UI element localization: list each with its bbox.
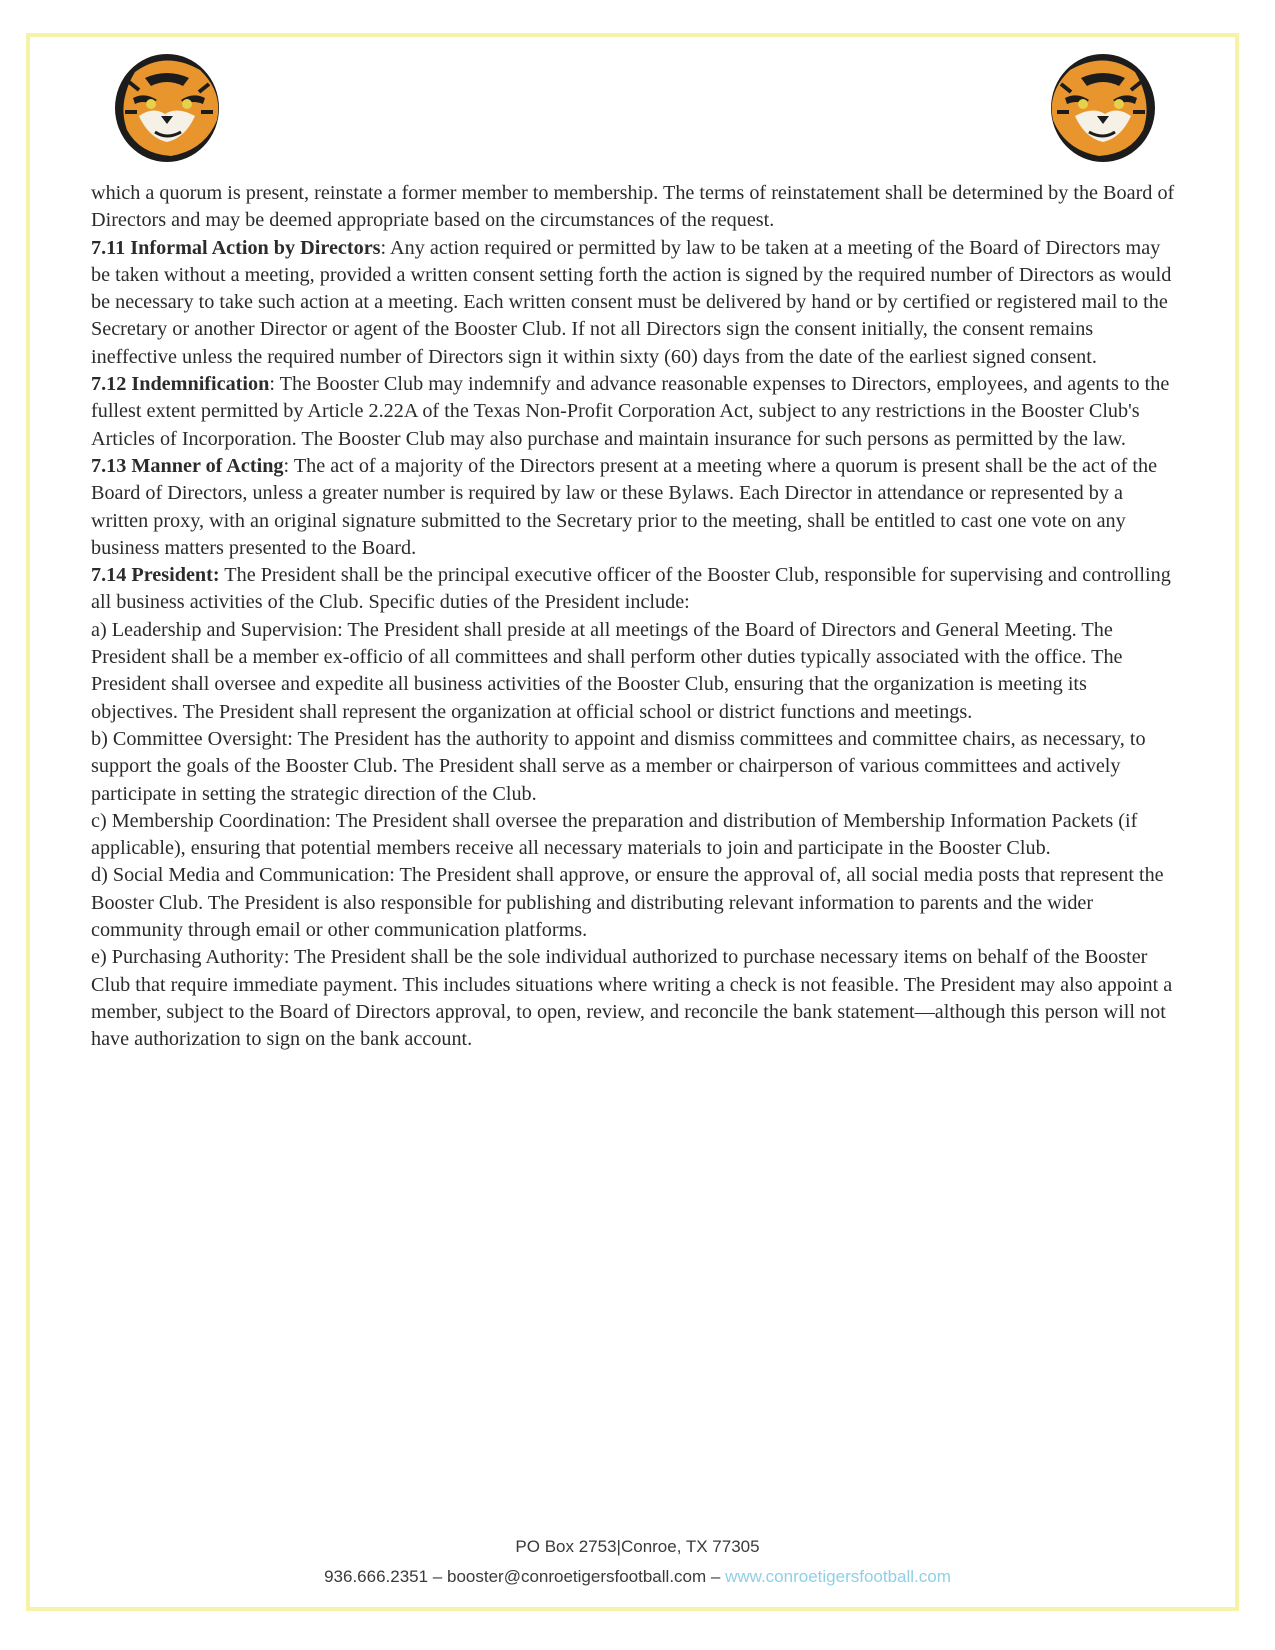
footer-contact-text: 936.666.2351 – booster@conroetigersfootball.com – [324,1567,726,1586]
section-7-12 [91,371,1176,453]
tiger-logo-left-icon [105,42,230,167]
document-body [91,180,1176,1054]
section-heading: 7.12 Indemnification [91,373,270,396]
section-7-11 [91,235,1176,371]
duty-item: a) Leadership and Supervision: The President shall preside at all meetings of the Board of Directors and General Meeting. The President shall be a member ex-officio of all committees and shall perform other duties typically associated with the office. The President shall oversee and expedite all business activities of the Booster Club, ensuring that the organization is meeting its objectives. The President shall represent the organization at official school or district functions and meetings. [91,618,1123,723]
president-duties-list [91,617,1176,1054]
section-7-14 [91,562,1176,617]
footer-address: PO Box 2753|Conroe, TX 77305 [515,1537,760,1556]
section-7-13 [91,453,1176,562]
section-body: : The act of a majority of the Directors present at a meeting where a quorum is present shall be the act of the Board of Directors, unless a greater number is required by law or these Bylaws. Each Director in attendance or represented by a written proxy, with an original signature submitted to the Secretary prior to the meeting, shall be entitled to cast one vote on any business matters presented to the Board. [91,454,1158,559]
section-heading: 7.11 Informal Action by Directors [91,236,381,259]
tiger-logo-right-icon [1040,42,1165,167]
duty-item: c) Membership Coordination: The President shall oversee the preparation and distribution of Membership Information Packets (if applicable), ensuring that potential members receive all necessary materials to join and participate in the Booster Club. [91,809,1138,860]
section-body: : The Booster Club may indemnify and advance reasonable expenses to Directors, employees, and agents to the fullest extent permitted by Article 2.22A of the Texas Non-Profit Corporation Act, subject to any restrictions in the Booster Club's Articles of Incorporation. The Booster Club may also purchase and maintain insurance for such persons as permitted by the law. [91,373,1170,450]
section-heading: 7.14 President: [91,564,220,587]
section-heading: 7.13 Manner of Acting [91,454,284,477]
duty-item: d) Social Media and Communication: The President shall approve, or ensure the approval of, all social media posts that represent the Booster Club. The President is also responsible for publishing and distributing relevant information to parents and the wider community through email or other communication platforms. [91,864,1164,942]
duty-item: b) Committee Oversight: The President has the authority to appoint and dismiss committees and committee chairs, as necessary, to support the goals of the Booster Club. The President shall serve as a member or chairperson of various committees and actively participate in setting the strategic direction of the Club. [91,727,1146,805]
intro-paragraph: which a quorum is present, reinstate a former member to membership. The terms of reinstatement shall be determined by the Board of Directors and may be deemed appropriate based on the circumstances of the request. [91,182,1175,232]
footer-website-link[interactable]: www.conroetigersfootball.com [725,1567,951,1586]
section-body: : Any action required or permitted by law to be taken at a meeting of the Board of Directors may be taken without a meeting, provided a written consent setting forth the action is signed by the required number of Directors as would be necessary to take such action at a meeting. Each written consent must be delivered by hand or by certified or registered mail to the Secretary or another Director or agent of the Booster Club. If not all Directors sign the consent initially, the consent remains ineffective unless the required number of Directors sign it within sixty (60) days from the date of the earliest signed consent. [91,236,1172,368]
duty-item: e) Purchasing Authority: The President shall be the sole individual authorized to purchase necessary items on behalf of the Booster Club that require immediate payment. This includes situations where writing a check is not feasible. The President may also appoint a member, subject to the Board of Directors approval, to open, review, and reconcile the bank statement—although this person will not have authorization to sign on the bank account. [91,946,1173,1051]
section-body: The President shall be the principal executive officer of the Booster Club, responsible for supervising and controlling all business activities of the Club. Specific duties of the President include: [91,564,1171,614]
footer-contact [0,1567,1275,1587]
